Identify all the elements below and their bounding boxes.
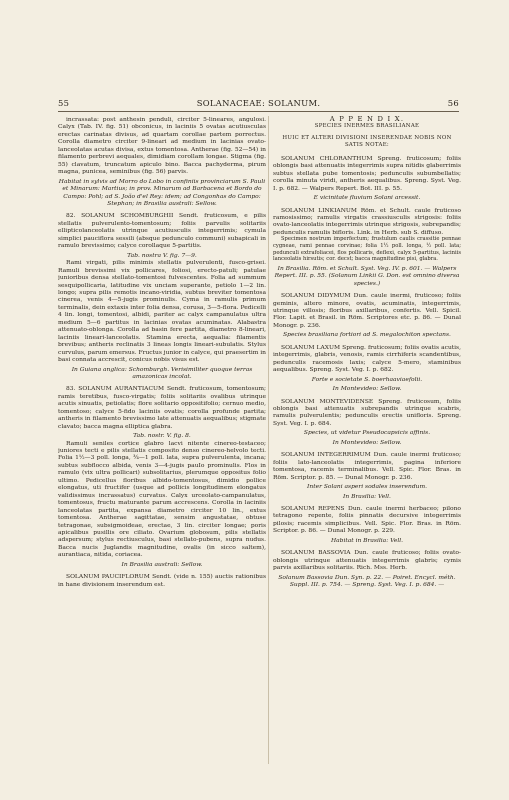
column-divider: [268, 116, 269, 764]
text-paragraph: SOLANUM LINKIANUM Röm. et Schult. caule fruticoso ramosissimo; ramulis virgatis crassiusculis strigosis: foliis ovato-lanceolatis integerrimis utrinque strigosis, subrepandis; pedunculis ramulis bifloris. Link. in Herb. sub S. diffuso.: [273, 206, 461, 236]
note-paragraph: In Montevideo: Sellow.: [332, 385, 402, 393]
left-column: [58, 116, 266, 766]
note-paragraph: Tab. nostra V. fig. 7—9.: [127, 251, 197, 259]
note-paragraph: In Montevideo: Sellow.: [332, 438, 402, 446]
text-paragraph: Ramuli seniles cortice glabro lacvi nitente cinereo-testaceo; juniores tecti e pilis stellatis composito denso cinereo-helvolo tecti. Folia 1½—3 poll. longa, ¾—1 poll. lata, supra pulverulenta, incana; subtus subflocco albida, venis 3—4-jugis pauIo prominulis. Flos in ramulo (vix ultra pollicari) subsolitarius, plerumque oppositus folio ultimo. Pedicellus floribus albido-tomentosus, dimidio pollice elongatus, uti fructifer (usque ad pollicis longitudinem elongatus validissimus incrassatus) curvatus. Calyx urceolato-campanulatus, tomentosus, fructu maturante parum accrescens. Corolla in laciniis lanceolatas partita, expansa diametro circiter 10 lin., extus tomentosa. Antherae sagittatae, sensim angustatae, obtuse tetragonae, subsigmoideae, erectae, 3 lin. circiter longae; poris apicalibus pusillis ore ciliato. Ovarium globosum, pilis stellatis adspersum; stylus rectiusculus, basi stellato-pubens, supra nudus. Bacca nucis Juglandis magnitudine, ovalis (in sicco saltem), aurantiaca, nitida, coriacea.: [58, 439, 266, 559]
text-paragraph: 82. SOLANUM SCHOMBURGHII Sendt. fruticosum, e pilis stellatis pulverulento-tomentosum; foliis parvulis solitariis ellipticolanceolatis utrinque acutiusculis integerrimis; cymula simplici pauciflora sessili (absque pedunculo communi) subapicali in ramulo brevissimo; calyce corollaque 5-partitis.: [58, 212, 266, 250]
note-paragraph: Habitat in sylvis ad Morro do Lobo in confiniis provinciarum S. Pauli et Minarum: Martius; in prov. Minarum ad Barbacena et Bordo do Campo: Pohl; ad S. João d'el Rey: idem; ad Congonhas do Campo: Stephan; in Brasilia australi: Sellow.: [58, 177, 266, 207]
appendix-note: HUIC ET ALTERI DIVISIONI INSERENDAE NOBIS NON SATIS NOTAE:: [282, 134, 452, 149]
note-paragraph: Habitat in Brasilia: Vell.: [330, 536, 404, 544]
note-paragraph: Solanum Bassovia Dun. Syn. p. 22. — Poiret. Encycl. méth. Suppl. III. p. 754. — Spreng. Syst. Veg. I. p. 684. —: [278, 573, 456, 589]
page-number-right: 56: [447, 98, 459, 108]
text-paragraph: incrassata: post anthesin penduli, circiter 5-lineares, angulosi. Calyx (Tab. IV. fig. 51) obconicus, in laciniis 5 ovatas acutiusculas erectas carinatas divisus, ad quartam corollae partem porrectus. Corolla diametro circiter 9-lineari ad medium in lacinias ovato-lanceolatas acutas divisa, extus tomentosa. Antherae (fig. 52—54) in filamento perbrevi aequales, dimidiam corollam longae. Stigma (fig. 55) clavatum, truncatum apiculo bino. Bacca pachyderma, pirum magna, punicea, seminibus (fig. 56) parvis.: [58, 116, 266, 176]
text-paragraph: SOLANUM CHLORANTHUM Spreng. fruticosum; foliis oblongis basi attenuatis integerrimis supra nitidis glaberrimis subtus stellata pube tomentosis; pedunculis subumbellatis; corolla minuta viridi, antheris aequalibus. Spreng. Syst. Veg. I. p. 682. — Walpers Repert. Bot. III. p. 55.: [273, 154, 461, 192]
note-paragraph: In Guiana anglica: Schomburgh. Verisimiliter quoque terras amazonicas incolat.: [71, 365, 253, 380]
note-paragraph: Tab. nostr. V. fig. 8.: [133, 432, 191, 440]
note-paragraph: Species, ut videtur Pseudocapsicis affinis.: [303, 429, 431, 437]
note-paragraph: In Brasilia. Röm. et Schult. Syst. Veg. IV. p. 601. — Walpers Repert. III. p. 55. (Solanum Linkii G. Don. est omnino diversa species.): [274, 264, 460, 287]
text-paragraph: Specimen nostrum imperfectum; frustulum caulis crassitie pennae cygneae, rami pennae corvinae; folia 1½ poll. longa, ½ poll. lata; pedunculi extrafoliacei, flos pollicaris, deflexi, calyx 5-partitus, laciniis lanceolatis hirsutis; cor. decst; bacca magnitudine pisi, glabra.: [273, 236, 461, 263]
page-number-left: 55: [58, 98, 70, 108]
text-paragraph: 83. SOLANUM AURANTIACUM Sendt. fruticosum, tomentosum; ramis teretibus, fusco-virgatis; foliis solitariis ovalibus utrinque acutis sinuatis, petiolatis; flore solitario oppositifolio; cernuo medio, tomentoso; calyce 5-fido laciniis ovatis; corolla profunde partita; antheris in filamento brevissimo late attenuatis aequalibus; stigmate clavato; bacca magna elliptica glabra.: [58, 385, 266, 430]
note-paragraph: Inter Solani asperi sodales inserendum.: [307, 483, 427, 491]
note-paragraph: Forte e societate S. boerhaaviaefolii.: [311, 375, 423, 383]
right-column: [273, 116, 461, 766]
text-paragraph: SOLANUM MONTEVIDENSE Spreng. fruticosum, foliis oblongis basi attenuatis subrepandis utrinque scabris, ramulis pulverulentis; pedunculis erectis unifloris. Spreng. Syst. Veg. I. p. 684.: [273, 397, 461, 427]
appendix-entries: [273, 155, 461, 589]
note-paragraph: E vicinitate fluvium Solani arcessit.: [313, 194, 421, 202]
text-paragraph: SOLANUM REPENS Dun. caule inermi herbaceo; pilono tetragono repente, foliis pinnatis decursive integerrimis pilosis; racemis simplicibus. Vell. Spic. Flor. Bras. in Röm. Scriptor. p. 86. — Dunal Monogr. p. 229.: [273, 504, 461, 535]
text-paragraph: Rami virgati, pilis minimis stellatis pulverulenti, fusco-grisei. Ramuli brevissimi vix pollicares, foliosi, erecto-patuli; patulae junioribus densa stellato-tomentosi fulvescentes. Folia ad summum sesquipollicaria, latitudine vix unciam superante, petiolo 1—2 lin. longo; supra pilis remotis incano-viridia, subtus breviter tomentosa cinerea, venis 4—5-jugis prominulis. Cyma in ramulis primum terminalis, dein extaxis inter folia densa, corusa, 3—5-flora. Pedicelli 4 lin. longi, tomentosi, albidi, pariter ac calyx campanulatus ultra medium 5—6 partitus in lacinias ovatas acuminatas. Alabastra attenuato-oblonga. Corolla ad basin fere partita, diametro 8-lineari, laciniis lineari-lanceolatis. Stamina erecta, aequalia: filamentis brevibus; antheris reclinatis 3 lineas longis lineari-subulatis. Stylus curvulus, parum emersus. Fructus junior in calyce, qui praesertim in basi connata accrescit, conicus nobis visus est.: [58, 259, 266, 364]
running-title: SOLANACEAE: SOLANUM.: [196, 98, 321, 108]
note-paragraph: In Brasilia australi: Sellow.: [121, 560, 203, 568]
note-paragraph: In Brasilia: Vell.: [343, 492, 391, 500]
text-paragraph: SOLANUM PAUCIFLORUM Sendt. (vide n. 155) auctis rationibus in hane divisionem inserendum est.: [58, 573, 266, 588]
text-paragraph: SOLANUM INTEGERRIMUM Dun. caule inermi fruticoso; foliis lato-lanceolatis integerrimis, pagina inferiore tomentosa, racemis terminalibus. Vell. Spic. Flor. Bras. in Röm. Scriptor. p. 85. — Dunal Monogr. p. 236.: [273, 451, 461, 481]
appendix-subtitle: SPECIES INERMES BRASILIANAE: [314, 123, 420, 130]
text-paragraph: SOLANUM DIDYMUM Dun. caule inermi, fruticoso; foliis geminis, altero minore, ovatis, acuminatis, integerrimis, utrinque villosis; floribus axillaribus, confertis. Vell. Spicil. Flor. Lapit. et Brasil. in Röm. Scriptores etc. p. 86. — Dunal Monogr. p. 236.: [273, 292, 461, 329]
text-paragraph: SOLANUM BASSOVIA Dun. caule fruticoso; foliis ovato-oblongis utrinque attenuatis integerrimis glabris; cymis parvis axillaribus solitariis. Rich. Mss. Herb.: [273, 549, 461, 572]
note-paragraph: Species brasiliana fortiori ad S. megalochiton spectans.: [283, 331, 451, 339]
header-rule: [58, 111, 459, 112]
running-head: [58, 98, 459, 110]
text-paragraph: SOLANUM LAXUM Spreng. fruticosum; foliis ovatis acutis, integerrimis, glabris, venosis, ramis cirrhiferis scandentibus, pedunculis racemosis laxis; calyce 5-mero, staminibus aequalibus. Spreng. Syst. Veg. I. p. 682.: [273, 343, 461, 374]
appendix-title: A P P E N D I X.: [329, 116, 405, 123]
